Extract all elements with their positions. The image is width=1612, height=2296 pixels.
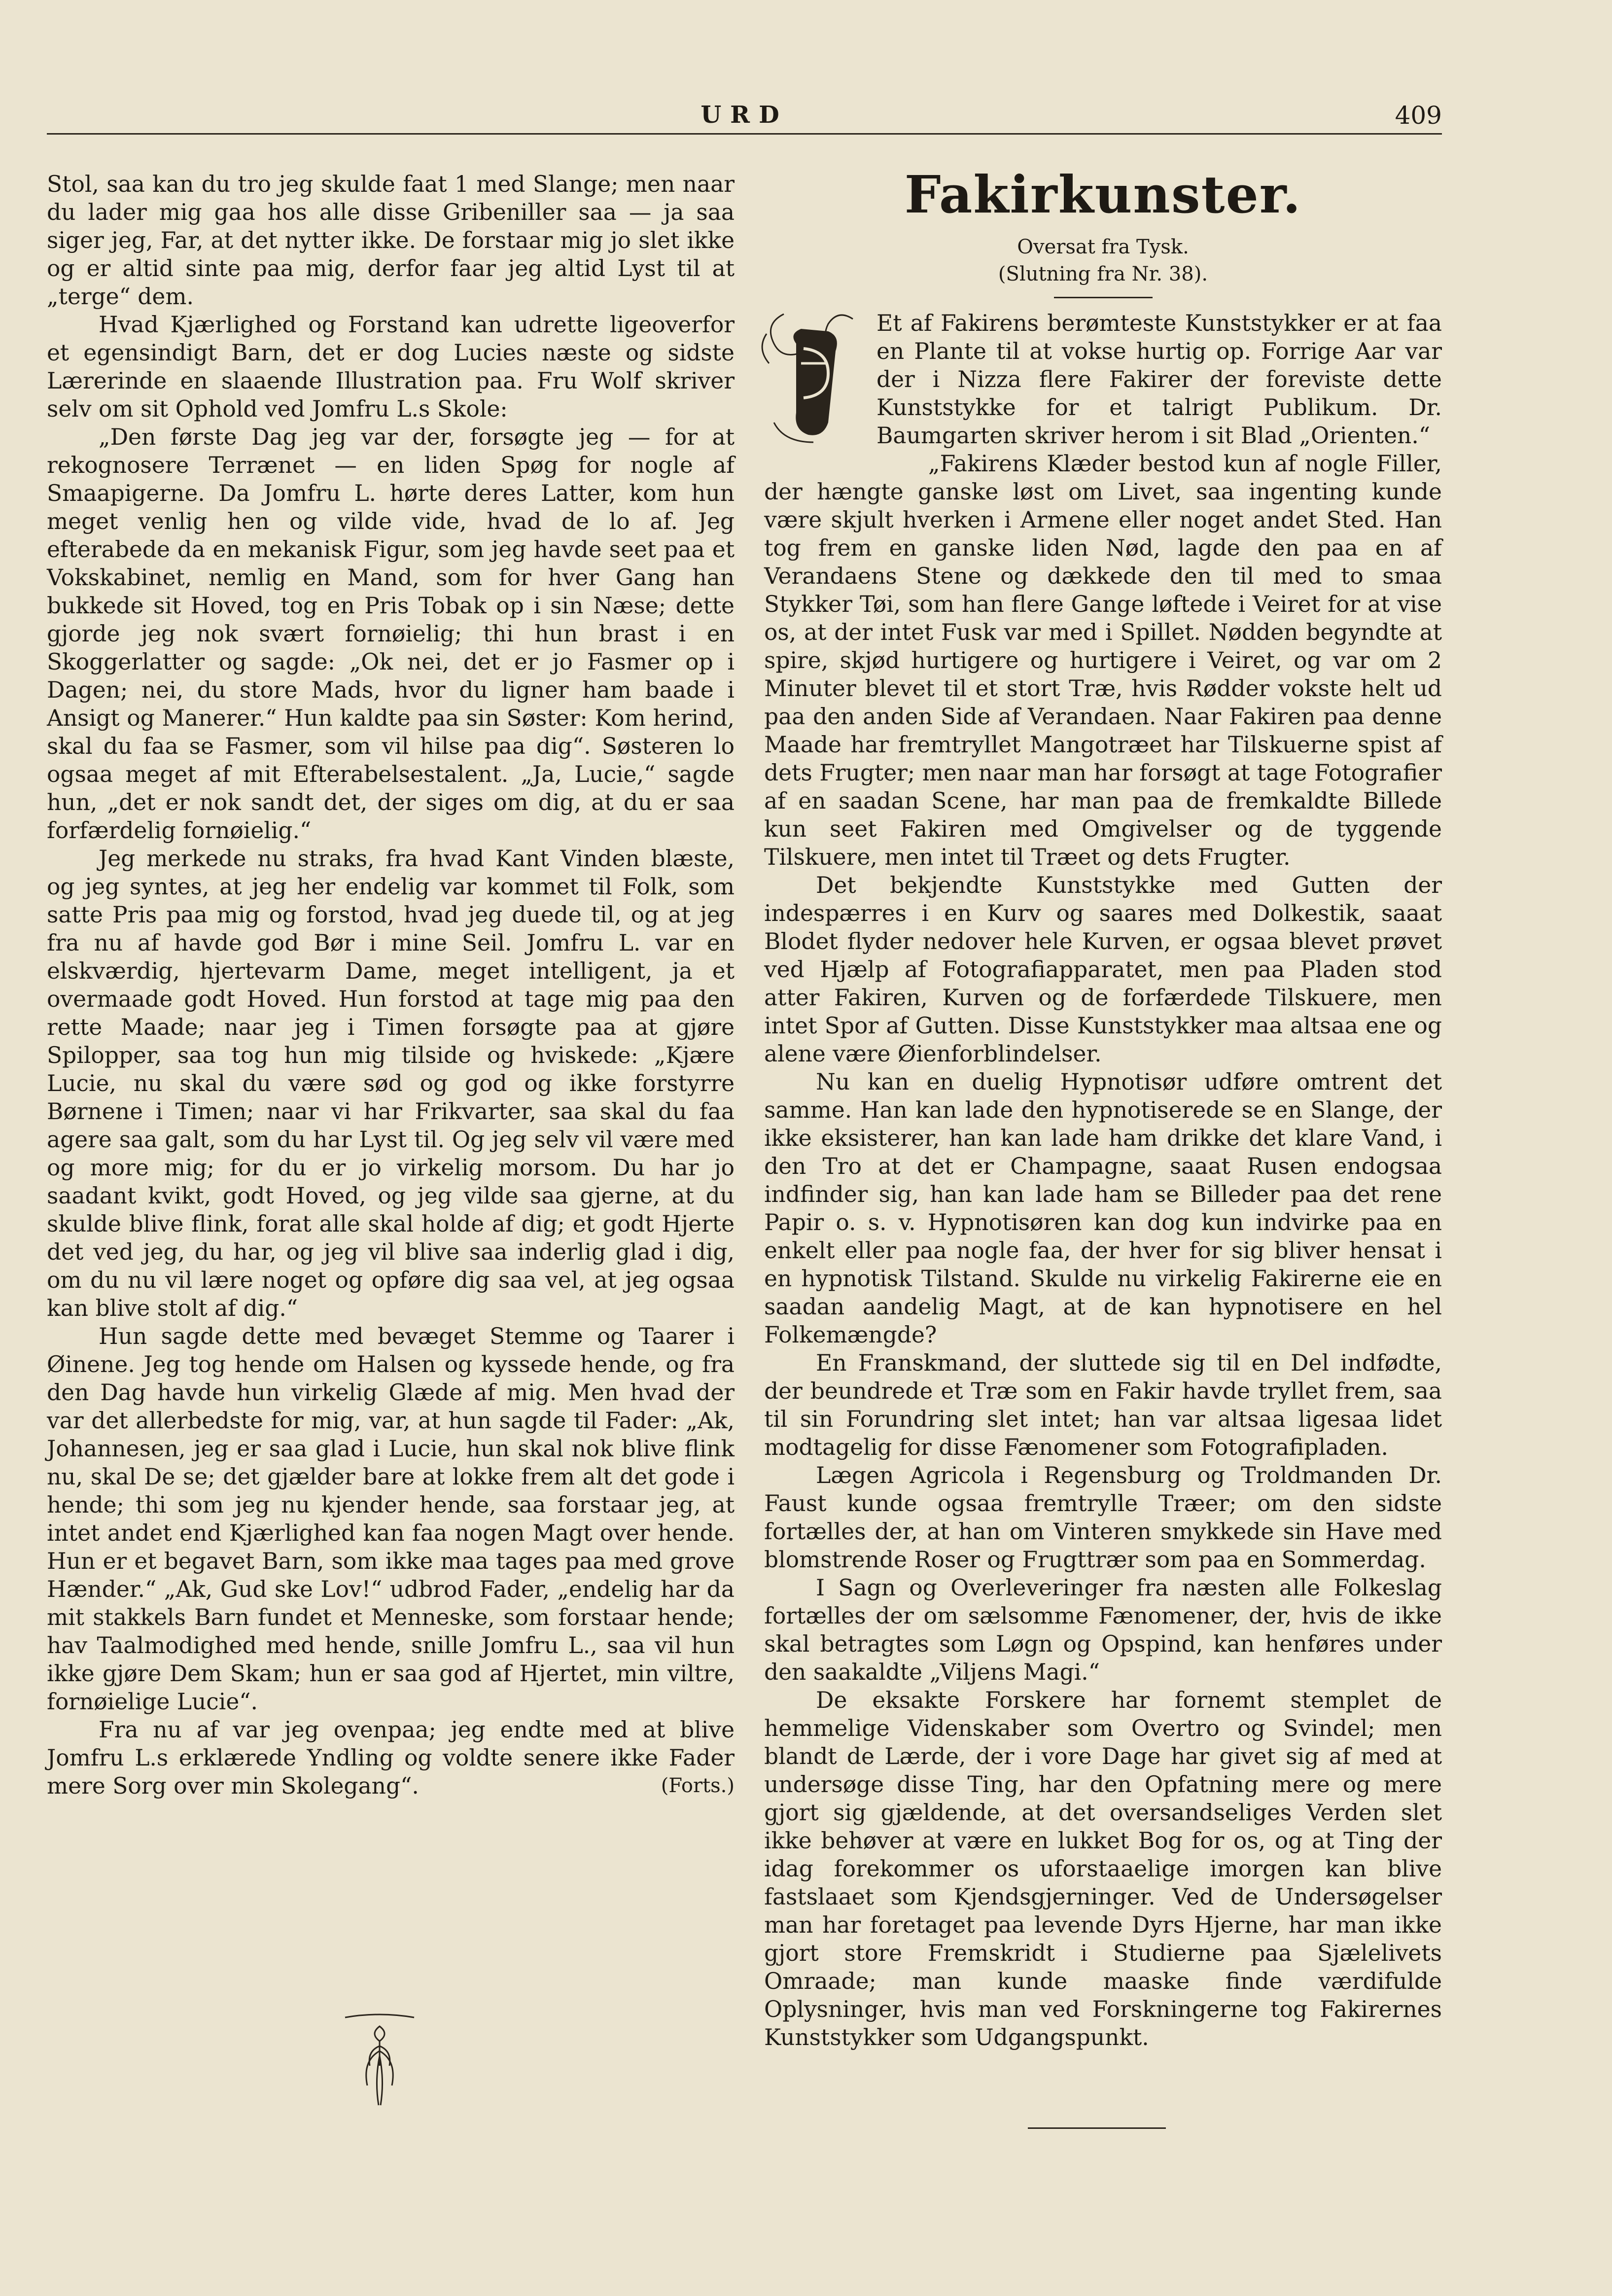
right-paragraph-6: Lægen Agricola i Regensburg og Troldmanden Dr. Faust kunde ogsaa fremtrylle Træer; om den sidste fortælles der, at han om Vinteren smykkede sin Have med blomstrende Roser og Frugttrær som paa en Sommerdag. bbox=[764, 1462, 1442, 1573]
right-paragraph-2: „Fakirens Klæder bestod kun af nogle Filler, der hængte ganske løst om Livet, saa ingenting kunde være skjult hverken i Armene eller noget andet Sted. Han tog frem en ganske liden Nød, lagde den paa en af Verandaens Stene og dækkede den til med to smaa Stykker Tøi, som han flere Gange løftede i Veiret for at vise os, at der intet Fusk var med i Spillet. Nødden begyndte at spire, skjød hurtigere og hurtigere i Veiret, og var om 2 Minuter blevet til et stort Træ, hvis Rødder vokste helt ud paa den anden Side af Verandaen. Naar Fakiren paa denne Maade har fremtryllet Mangotræet har Tilskuerne spist af dets Frugter; men naar man har forsøgt at tage Fotografier af en saadan Scene, har man paa de fremkaldte Billede kun seet Fakiren med Omgivelser og de tyggende Tilskuere, men intet til Træet og dets Frugter. bbox=[764, 451, 1442, 870]
left-paragraph-6: Fra nu af var jeg ovenpaa; jeg endte med at blive Jomfru L.s erklærede Yndling og voldte senere ikke Fader mere Sorg over min Skolegang“. bbox=[47, 1717, 735, 1799]
left-column bbox=[47, 170, 735, 1800]
running-head bbox=[47, 101, 1442, 131]
right-column bbox=[764, 163, 1442, 2051]
right-paragraph-1: Et af Fakirens berømteste Kunststykker er at faa en Plante til at vokse hurtig op. Forrige Aar var der i Nizza flere Fakirer der foreviste dette Kunststykke for et talrigt Publikum. Dr. Baumgarten skriver herom i sit Blad „Orienten.“ bbox=[876, 310, 1442, 449]
left-paragraph-3: „Den første Dag jeg var der, forsøgte jeg — for at rekognosere Terrænet — en liden Spøg for nogle af Smaapigerne. Da Jomfru L. hørte deres Latter, kom hun meget venlig hen og vilde vide, hvad de lo af. Jeg efterabede da en mekanisk Figur, som jeg havde seet paa et Vokskabinet, nemlig en Mand, som for hver Gang han bukkede sit Hoved, tog en Pris Tobak op i sin Næse; dette gjorde jeg nok svært fornøielig; thi hun brast i en Skoggerlatter og sagde: „Ok nei, det er jo Fasmer op i Dagen; nei, du store Mads, hvor du ligner ham baade i Ansigt og Manerer.“ Hun kaldte paa sin Søster: Kom herind, skal du faa se Fasmer, som vil hilse paa dig“. Søsteren lo ogsaa meget af mit Efterabelsestalent. „Ja, Lucie,“ sagde hun, „det er nok sandt det, der siges om dig, at du er saa forfærdelig fornøielig.“ bbox=[47, 424, 735, 844]
article-title: Fakirkunster. bbox=[904, 164, 1302, 225]
article-subtitle: Oversat fra Tysk. bbox=[1017, 236, 1189, 258]
right-paragraph-5: En Franskmand, der sluttede sig til en Del indfødte, der beundrede et Træ som en Fakir havde tryllet frem, saa til sin Forundring slet intet; han var altsaa ligesaa lidet modtagelig for disse Fænomener som Fotografipladen. bbox=[764, 1350, 1442, 1460]
tail-ornament-icon bbox=[340, 2012, 419, 2110]
header-rule bbox=[47, 133, 1442, 135]
right-paragraph-7: I Sagn og Overleveringer fra næsten alle Folkeslag fortælles der om sælsomme Fænomener, der, hvis de ikke skal betragtes som Løgn og Opspind, kan henføres under den saakaldte „Viljens Magi.“ bbox=[764, 1575, 1442, 1685]
right-paragraph-3: Det bekjendte Kunststykke med Gutten der indespærres i en Kurv og saares med Dolkestik, saaat Blodet flyder nedover hele Kurven, er ogsaa blevet prøvet ved Hjælp af Fotografiapparatet, men paa Pladen stod atter Fakiren, Kurven og de forfærdede Tilskuere, men intet Spor af Gutten. Disse Kunststykker maa altsaa ene og alene være Øienforblindelser. bbox=[764, 872, 1442, 1067]
right-paragraph-8: De eksakte Forskere har fornemt stemplet de hemmelige Videnskaber som Overtro og Svindel; men blandt de Lærde, der i vore Dage har givet sig af med at undersøge disse Ting, har den Opfatning mere og mere gjort sig gjældende, at det oversandseliges Verden slet ikke behøver at være en lukket Bog for os, og at Ting der idag forekommer os uforstaaelige imorgen kan blive fastslaaet som Kjendsgjerninger. Ved de Undersøgelser man har foretaget paa levende Dyrs Hjerne, har man ikke gjort store Fremskridt i Studierne paa Sjælelivets Omraade; man kunde maaske finde værdifulde Oplysninger, hvis man ved Forskningerne tog Fakirernes Kunststykker som Udgangspunkt. bbox=[764, 1687, 1442, 2050]
journal-title: URD bbox=[701, 101, 788, 129]
page-number: 409 bbox=[1395, 101, 1442, 130]
left-paragraph-2: Hvad Kjærlighed og Forstand kan udrette ligeoverfor et egensindigt Barn, det er dog Lucies næste og sidste Lærerinde en slaaende Illustration paa. Fru Wolf skriver selv om sit Ophold ved Jomfru L.s Skole: bbox=[47, 312, 735, 422]
continued-note: (Forts.) bbox=[661, 1774, 735, 1797]
ornamental-initial-icon bbox=[754, 304, 868, 452]
opening-paragraph-block bbox=[764, 309, 1442, 450]
left-paragraph-5: Hun sagde dette med bevæget Stemme og Taarer i Øinene. Jeg tog hende om Halsen og kyssede hende, og fra den Dag havde hun virkelig Glæde af mig. Men hvad der var det allerbedste for mig, var, at hun sagde til Fader: „Ak, Johannesen, jeg er saa glad i Lucie, hun skal nok blive flink nu, skal De se; det gjælder bare at lokke frem alt det gode i hende; thi som jeg nu kjender hende, saa forstaar jeg, at intet andet end Kjærlighed kan faa nogen Magt over hende. Hun er et begavet Barn, som ikke maa tages paa med grove Hænder.“ „Ak, Gud ske Lov!“ udbrod Fader, „endelig har da mit stakkels Barn fundet et Menneske, som forstaar hende; hav Taalmodighed med hende, snille Jomfru L., saa vil hun ikke gjøre Dem Skam; hun er saa god af Hjertet, min viltre, fornøielige Lucie“. bbox=[47, 1323, 735, 1715]
article-end-rule bbox=[1028, 2127, 1166, 2129]
left-paragraph-4: Jeg merkede nu straks, fra hvad Kant Vinden blæste, og jeg syntes, at jeg her endelig var kommet til Folk, som satte Pris paa mig og forstod, hvad jeg duede til, og at jeg fra nu af havde god Bør i mine Seil. Jomfru L. var en elskværdig, hjertevarm Dame, meget intelligent, ja et overmaade godt Hoved. Hun forstod at tage mig paa den rette Maade; naar jeg i Timen forsøgte paa at gjøre Spilopper, saa tog hun mig tilside og hviskede: „Kjære Lucie, nu skal du være sød og god og ikke forstyrre Børnene i Timen; naar vi har Frikvarter, saa skal du faa agere saa galt, som du har Lyst til. Og jeg selv vil være med og more mig; for du er jo virkelig morsom. Du har jo saadant kvikt, godt Hoved, og jeg vilde saa gjerne, at du skulde blive flink, forat alle skal holde af dig; et godt Hjerte det ved jeg, du har, og jeg vil blive saa inderlig glad i dig, om du nu vil lære noget og opføre dig saa vel, at jeg ogsaa kan blive stolt af dig.“ bbox=[47, 846, 735, 1321]
right-paragraph-4: Nu kan en duelig Hypnotisør udføre omtrent det samme. Han kan lade den hypnotiserede se en Slange, der ikke eksisterer, han kan lade ham drikke det klare Vand, i den Tro at det er Champagne, saaat Rusen endogsaa indfinder sig, han kan lade ham se Billeder paa det rene Papir o. s. v. Hypnotisøren kan dog kun indvirke paa en enkelt eller paa nogle faa, der hver for sig bliver hensat i en hypnotisk Tilstand. Skulde nu virkelig Fakirerne eie en saadan aandelig Magt, at de kan hypnotisere en hel Folkemængde? bbox=[764, 1069, 1442, 1348]
title-rule bbox=[1054, 297, 1153, 298]
left-paragraph-1: Stol, saa kan du tro jeg skulde faat 1 med Slange; men naar du lader mig gaa hos alle disse Gribeniller saa — ja saa siger jeg, Far, at det nytter ikke. De forstaar mig jo slet ikke og er altid sinte paa mig, derfor faar jeg altid Lyst til at „terge“ dem. bbox=[47, 171, 735, 310]
article-source-note: (Slutning fra Nr. 38). bbox=[998, 263, 1208, 285]
